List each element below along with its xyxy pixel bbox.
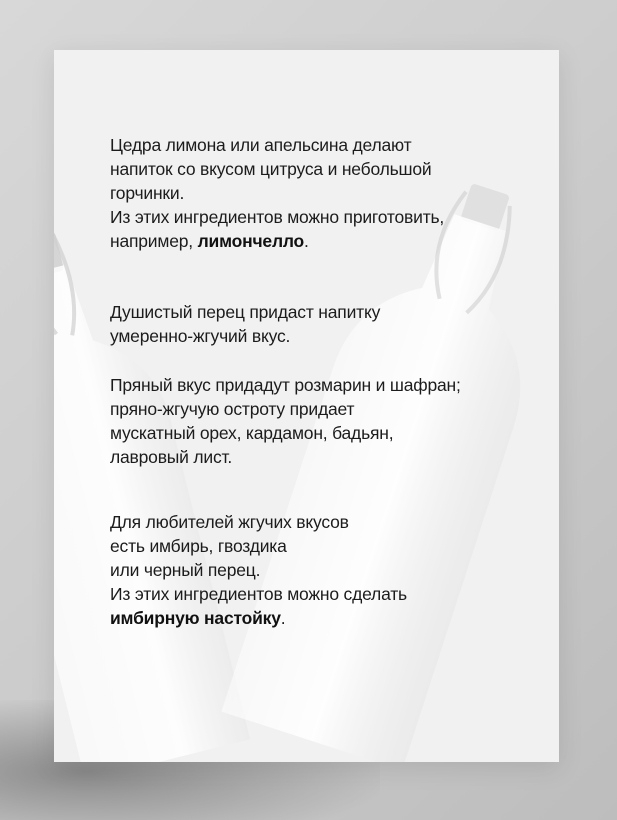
- paragraph-citrus: [110, 133, 540, 253]
- text-line: Цедра лимона или апельсина делают: [110, 135, 412, 155]
- paragraph-hot: [110, 510, 540, 630]
- text-line: Пряный вкус придадут розмарин и шафран;: [110, 375, 461, 395]
- text-line: есть имбирь, гвоздика: [110, 536, 287, 556]
- right-bottle-body: [221, 193, 559, 762]
- paragraph-allspice: [110, 300, 540, 348]
- highlight-limoncello: лимончелло: [197, 231, 305, 251]
- text-line: [110, 606, 540, 630]
- text-line: или черный перец.: [110, 560, 261, 580]
- text-line: горчинки.: [110, 183, 185, 203]
- text-fragment: например,: [110, 231, 198, 251]
- text-line: лавровый лист.: [110, 447, 233, 467]
- text-fragment: .: [280, 608, 286, 628]
- left-bottle: [54, 215, 250, 762]
- text-line: Для любителей жгучих вкусов: [110, 512, 349, 532]
- text-line: мускатный орех, кардамон, бадьян,: [110, 423, 394, 443]
- text-line: [110, 229, 540, 253]
- text-line: напиток со вкусом цитруса и небольшой: [110, 159, 432, 179]
- info-card: [54, 50, 559, 762]
- paragraph-spicy: [110, 373, 540, 469]
- highlight-ginger-tincture: имбирную настойку: [110, 608, 281, 628]
- text-line: Из этих ингредиентов можно сделать: [110, 584, 407, 604]
- text-fragment: .: [304, 231, 309, 251]
- text-line: умеренно-жгучий вкус.: [110, 326, 291, 346]
- text-line: Душистый перец придаст напитку: [110, 302, 381, 322]
- text-line: Из этих ингредиентов можно приготовить,: [110, 207, 445, 227]
- text-line: пряно-жгучую остроту придает: [110, 399, 355, 419]
